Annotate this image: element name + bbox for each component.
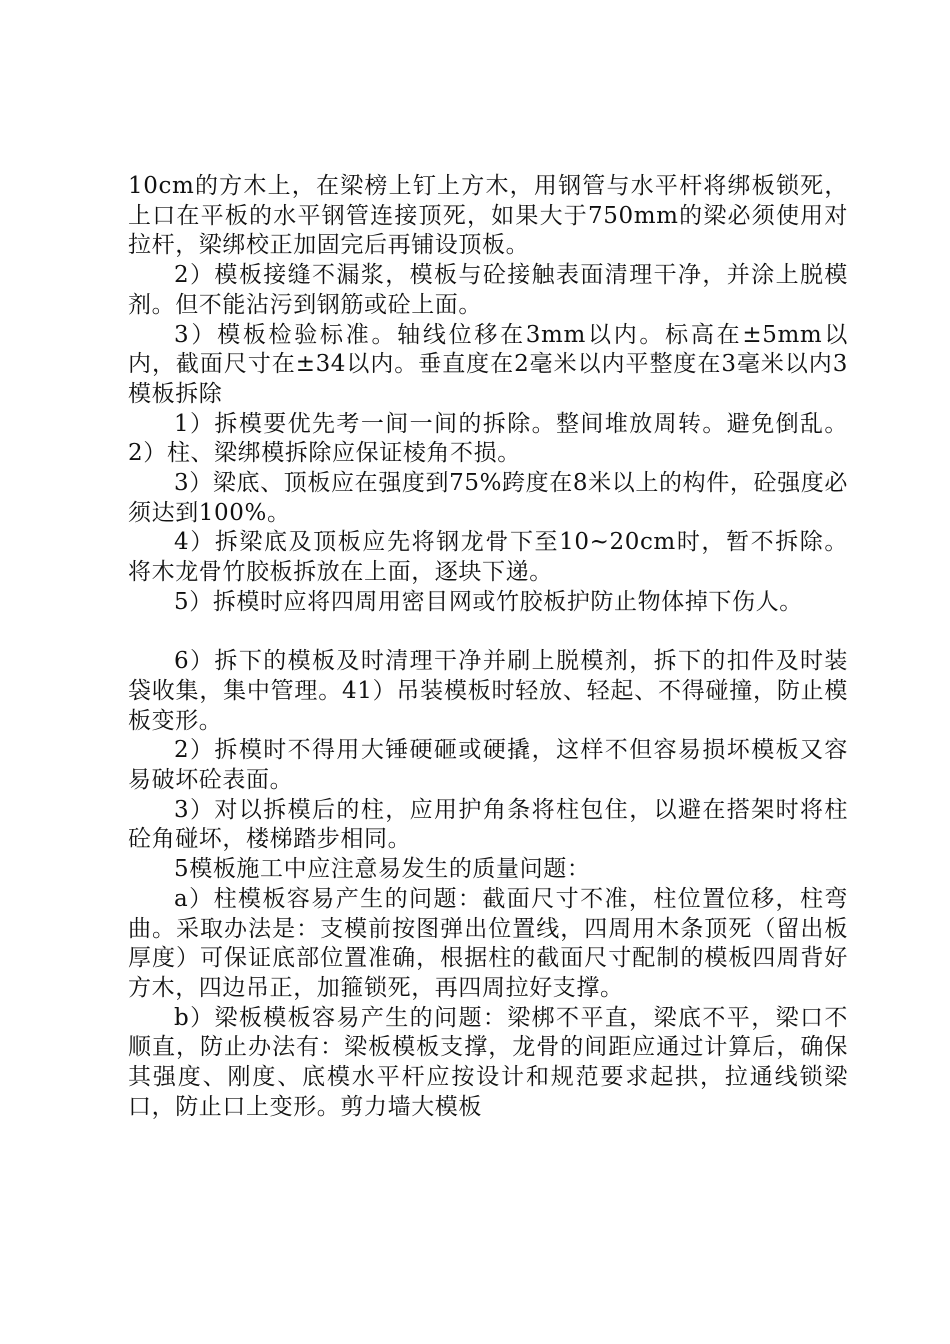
paragraph-6: 4）拆梁底及顶板应先将钢龙骨下至10~20cm时，暂不拆除。将木龙骨竹胶板拆放在上面，逐块下递。 [128, 529, 848, 586]
paragraph-10: 3）对以拆模后的柱，应用护角条将柱包住，以避在搭架时将柱砼角碰坏，楼梯踏步相同。 [128, 796, 848, 853]
paragraph-12: a）柱模板容易产生的问题：截面尺寸不准，柱位置位移，柱弯曲。采取办法是：支模前按图弹出位置线，四周用木条顶死（留出板厚度）可保证底部位置准确，根据柱的截面尺寸配制的模板四周背好方木，四边吊正，加箍锁死，再四周拉好支撑。 [128, 885, 848, 1001]
paragraph-9: 2）拆模时不得用大锤硬砸或硬撬，这样不但容易损坏模板又容易破坏砼表面。 [128, 737, 848, 794]
paragraph-3: 3）模板检验标准。轴线位移在3mm以内。标高在±5mm以内，截面尺寸在±34以内。垂直度在2毫米以内平整度在3毫米以内3模板拆除 [128, 321, 848, 407]
paragraph-13: b）梁板模板容易产生的问题：梁梆不平直，梁底不平，梁口不顺直，防止办法有：梁板模板支撑，龙骨的间距应通过计算后，确保其强度、刚度、底模水平杆应按设计和规范要求起拱，拉通线锁梁口，防止口上变形。剪力墙大模板 [128, 1004, 848, 1120]
paragraph-11: 5模板施工中应注意易发生的质量问题： [174, 856, 591, 883]
paragraph-7: 5）拆模时应将四周用密目网或竹胶板护防止物体掉下伤人。 [174, 588, 803, 615]
document-body [128, 172, 848, 1122]
paragraph-2: 2）模板接缝不漏浆，模板与砼接触表面清理干净，并涂上脱模剂。但不能沾污到钢筋或砼上面。 [128, 262, 848, 318]
paragraph-4: 1）拆模要优先考一间一间的拆除。整间堆放周转。避免倒乱。2）柱、梁绑模拆除应保证棱角不损。 [128, 410, 848, 467]
paragraph-8: 6）拆下的模板及时清理干净并刷上脱模剂，拆下的扣件及时装袋收集，集中管理。41）吊装模板时轻放、轻起、不得碰撞，防止模板变形。 [128, 648, 848, 734]
paragraph-5: 3）梁底、顶板应在强度到75%跨度在8米以上的构件，砼强度必须达到100%。 [128, 470, 848, 526]
paragraph-1: 10cm的方木上，在梁榜上钉上方木，用钢管与水平杆将绑板锁死，上口在平板的水平钢管连接顶死，如果大于750mm的梁必须使用对拉杆，梁绑校正加固完后再铺设顶板。 [128, 173, 848, 259]
